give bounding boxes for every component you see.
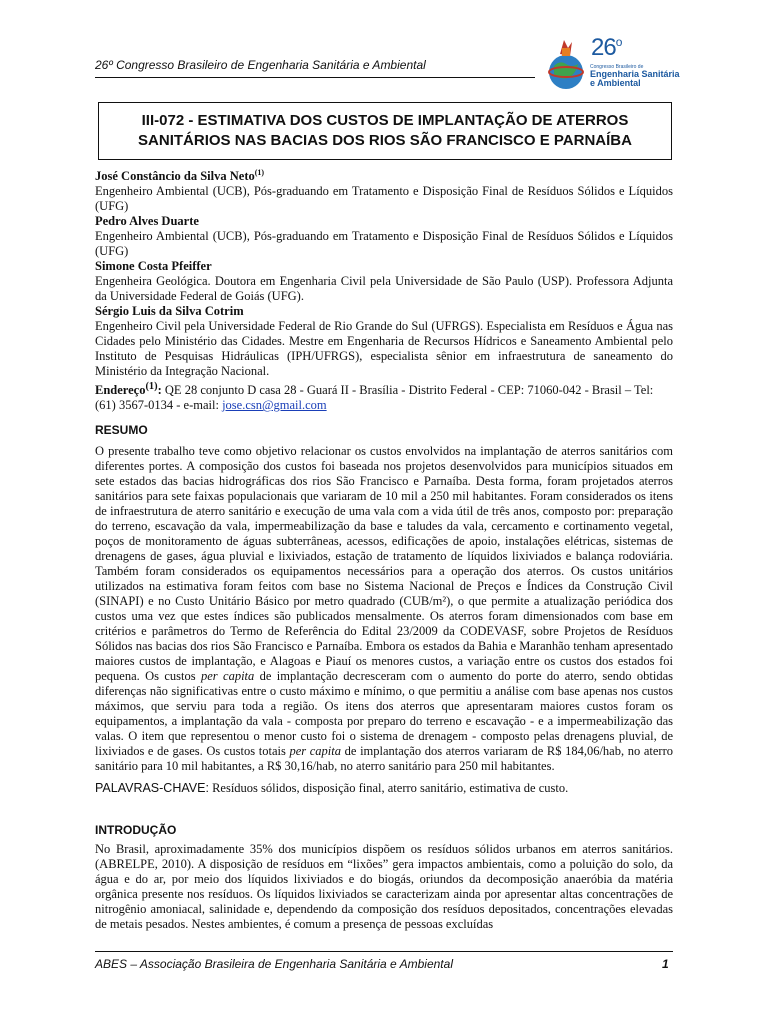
logo-line2: e Ambiental: [590, 78, 641, 88]
email-link[interactable]: jose.csn@gmail.com: [222, 398, 327, 413]
keywords: [95, 781, 673, 796]
congress-logo: [540, 34, 680, 92]
header-rule: [95, 77, 535, 78]
logo-line1: Engenharia Sanitária: [590, 69, 680, 79]
congress-header: 26º Congresso Brasileiro de Engenharia Sanitária e Ambiental: [95, 58, 426, 72]
globe-logo-icon: [540, 34, 592, 92]
resumo-part2: de implantação decresceram com o aumento do porte do aterro, sendo obtidas diferenças não significativas entre o custo máximo e mínimo, o que permitiu a análise com base apenas nos custos máximos, que serviu para toda a região. Os itens dos aterros que apresentaram maiores custos foram os equipamentos, a implantação da vala - composta por preparo do terreno e escavação - e a impermeabilização das valas. O item que representou o menor custo foi o sistema de drenagem - composto pelas drenagens pluvial, de lixiviados e de gases. Os custos totais: [95, 669, 673, 758]
author-entry: [95, 259, 673, 304]
keywords-text: Resíduos sólidos, disposição final, aterro sanitário, estimativa de custo.: [208, 781, 569, 795]
author-description: Engenheira Geológica. Doutora em Engenharia Civil pela Universidade de São Paulo (USP). Professora Adjunta da Universidade Federal de Goiás (UFG).: [95, 274, 673, 304]
introducao-heading: INTRODUÇÃO: [95, 823, 177, 837]
resumo-part1: O presente trabalho teve como objetivo relacionar os custos envolvidos na implantação de aterros sanitários com diferentes portes. A composição dos custos foi baseada nos projetos desenvolvidos para municípios situados em sete estados das bacias hidrográficas dos rios São Francisco e Parnaíba. Desta forma, foram projetados aterros sanitários para sete faixas populacionais que variaram de 10 mil a 250 mil habitantes. Foram considerados os itens de infraestrutura de aterro sanitário e execução de uma vala com a vida útil de três anos, composto por: preparação do terreno, escavação da vala, impermeabilização da base e taludes da vala, cercamento e cortinamento vegetal, poços de monitoramento de águas subterrâneas, acessos, edificações de apoio, instalações elétricas, sistemas de drenagens de gases, água pluvial e lixiviados, estação de tratamento de líquidos lixiviados e balança rodoviária. Também foram considerados os equipamentos necessários para a operação dos aterros. Os custos unitários utilizados na estimativa foram feitos com base no Sistema Nacional de Preços e Índices da Construção Civil (SINAPI) e no Custo Unitário Básico por metro quadrado (CUB/m²), o que permite a atualização periódica dos custos uma vez que estes índices são publicados mensalmente. Os aterros foram dimensionados com base em critérios e parâmetros do Termo de Referência do Edital 23/2009 da CODEVASF, sobre Projetos de Resíduos Sólidos nas bacias dos rios São Francisco e Parnaíba. Embora os estados da Bahia e Maranhão tenham apresentado maiores custos de implantação, e Alagoas e Piauí os menores custos, a variação entre os custos dos estados foi pequena. Os custos: [95, 444, 673, 683]
paper-title-line2: SANITÁRIOS NAS BACIAS DOS RIOS SÃO FRANCISCO E PARNAÍBA: [138, 132, 632, 149]
author-entry: [95, 214, 673, 259]
resumo-italic1: per capita: [201, 669, 255, 683]
address-colon: :: [157, 383, 162, 398]
address-affil-marker: (1): [145, 381, 158, 392]
page-number: 1: [662, 957, 669, 971]
resumo-heading: RESUMO: [95, 423, 148, 437]
paper-title-line1: III-072 - ESTIMATIVA DOS CUSTOS DE IMPLANTAÇÃO DE ATERROS: [141, 112, 629, 129]
author-entry: [95, 165, 673, 214]
address-label-text: Endereço: [95, 383, 146, 398]
logo-number: [591, 34, 621, 62]
address-text: QE 28 conjunto D casa 28 - Guará II - Brasília - Distrito Federal - CEP: 71060-042 - Brasil – Tel: (61) 3567-0134 - e-mail:: [95, 383, 654, 413]
author-entry: [95, 304, 673, 379]
address-block: [95, 379, 673, 413]
keywords-label: PALAVRAS-CHAVE:: [95, 781, 209, 795]
paper-title-box: [98, 102, 672, 160]
author-affil-marker: (1): [254, 168, 265, 177]
address-label: [95, 383, 162, 397]
footer-org: ABES – Associação Brasileira de Engenharia Sanitária e Ambiental: [95, 957, 453, 971]
author-description: Engenheiro Civil pela Universidade Federal de Rio Grande do Sul (UFRGS). Especialista em Resíduos e Água nas Cidades pelo Ministério das Cidades. Mestre em Engenharia de Recursos Hídricos e Saneamento Ambiental pelo Instituto de Pesquisas Hidráulicas (IPH/UFRGS), especialista sênior em infraestrutura de saneamento do Ministério da Integração Nacional.: [95, 319, 673, 379]
author-description: Engenheiro Ambiental (UCB), Pós-graduando em Tratamento e Disposição Final de Resíduos Sólidos e Líquidos (UFG): [95, 184, 673, 214]
logo-number-text: 26: [591, 34, 616, 61]
author-name: Pedro Alves Duarte: [95, 214, 199, 229]
footer-rule: [95, 951, 673, 952]
resumo-text: [95, 444, 673, 774]
resumo-italic2: per capita: [289, 744, 342, 758]
introducao-text: No Brasil, aproximadamente 35% dos municípios dispõem os resíduos sólidos urbanos em aterros sanitários. (ABRELPE, 2010). A disposição de resíduos em “lixões” gera impactos ambientais, como a poluição do solo, da água e do ar, por meio dos líquidos lixiviados e do biogás, oriundos da decomposição anaeróbia da matéria orgânica presente nos resíduos. Os líquidos lixiviados se caracterizam ainda por apresentar altas concentrações de nitrogênio amoniacal, salinidade e, dependendo da composição dos resíduos depositados, concentrações elevadas de metais pesados. Nestes ambientes, é comum a presença de pessoas excluídas: [95, 842, 673, 931]
author-description: Engenheiro Ambiental (UCB), Pós-graduando em Tratamento e Disposição Final de Resíduos Sólidos e Líquidos (UFG): [95, 229, 673, 259]
author-name: Sérgio Luis da Silva Cotrim: [95, 304, 244, 319]
author-name-text: José Constâncio da Silva Neto: [95, 169, 255, 184]
logo-title: [590, 70, 680, 88]
paper-title: [99, 111, 671, 151]
author-list: [95, 165, 673, 379]
author-name: Simone Costa Pfeiffer: [95, 259, 212, 274]
author-name: [95, 165, 673, 184]
logo-small-line: Congresso Brasileiro de: [590, 64, 644, 70]
resumo-part3: de implantação dos aterros variaram de R$ 184,06/hab, no aterro sanitário para 10 mil habitantes, a R$ 30,16/hab, no aterro sanitário para 250 mil habitantes.: [95, 744, 673, 773]
logo-degree: o: [615, 35, 622, 49]
